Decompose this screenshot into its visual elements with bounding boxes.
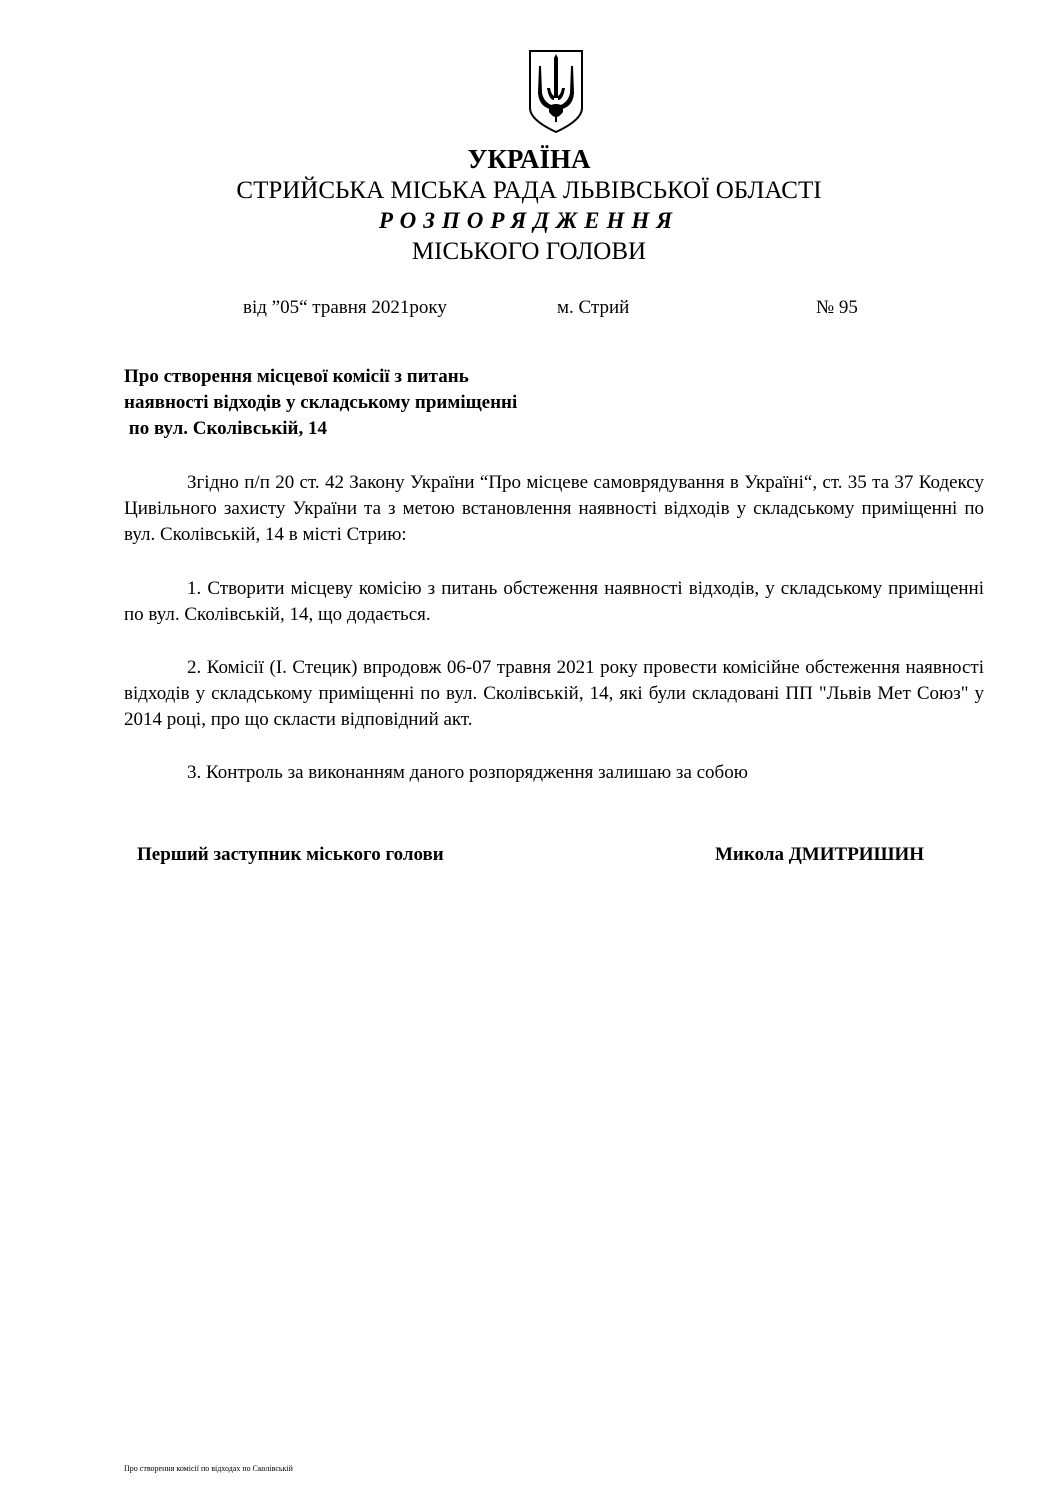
- signatory-position: Перший заступник міського голови: [137, 844, 444, 865]
- order-item-text: 2. Комісії (І. Стецик) впродовж 06-07 травня 2021 року провести комісійне обстеження наявності відходів у складському приміщенні по вул. Сколівській, 14, які були складовані ПП "Львів Мет Союз" у 2014 році, про що скласти відповідний акт.: [124, 657, 984, 730]
- trident-coat-of-arms-icon: [527, 48, 585, 134]
- council-heading: СТРИЙСЬКА МІСЬКА РАДА ЛЬВІВСЬКОЇ ОБЛАСТІ: [236, 177, 822, 204]
- subject-line: Про створення місцевої комісії з питань: [124, 366, 469, 387]
- issuer-heading: МІСЬКОГО ГОЛОВИ: [411, 238, 647, 265]
- order-item-3: [124, 760, 984, 786]
- footer-file-label: Про створення комісії по відходах по Сколівській: [124, 1464, 293, 1473]
- subject-line: по вул. Сколівській, 14: [124, 418, 327, 439]
- document-date: від ”05“ травня 2021року: [243, 297, 447, 318]
- document-type-heading: РОЗПОРЯДЖЕННЯ: [378, 208, 680, 233]
- order-item-text: 1. Створити місцеву комісію з питань обстеження наявності відходів, у складському приміщенні по вул. Сколівській, 14, що додається.: [124, 578, 984, 625]
- intro-text: Згідно п/п 20 ст. 42 Закону України “Про місцеве самоврядування в Україні“, ст. 35 та 37 Кодексу Цивільного захисту України та з метою встановлення наявності відходів у складському приміщенні по вул. Сколівській, 14 в місті Стрию:: [124, 472, 984, 545]
- order-item-text: 3. Контроль за виконанням даного розпорядження залишаю за собою: [187, 762, 748, 783]
- document-number: № 95: [816, 297, 858, 318]
- country-heading: УКРАЇНА: [467, 144, 591, 174]
- order-item-2: [124, 655, 984, 733]
- document-city: м. Стрий: [557, 297, 630, 318]
- subject-line: наявності відходів у складському приміщенні: [124, 392, 518, 413]
- order-item-1: [124, 576, 984, 628]
- intro-paragraph: [124, 470, 984, 548]
- signatory-name: Микола ДМИТРИШИН: [715, 844, 924, 865]
- document-subject: [124, 364, 684, 442]
